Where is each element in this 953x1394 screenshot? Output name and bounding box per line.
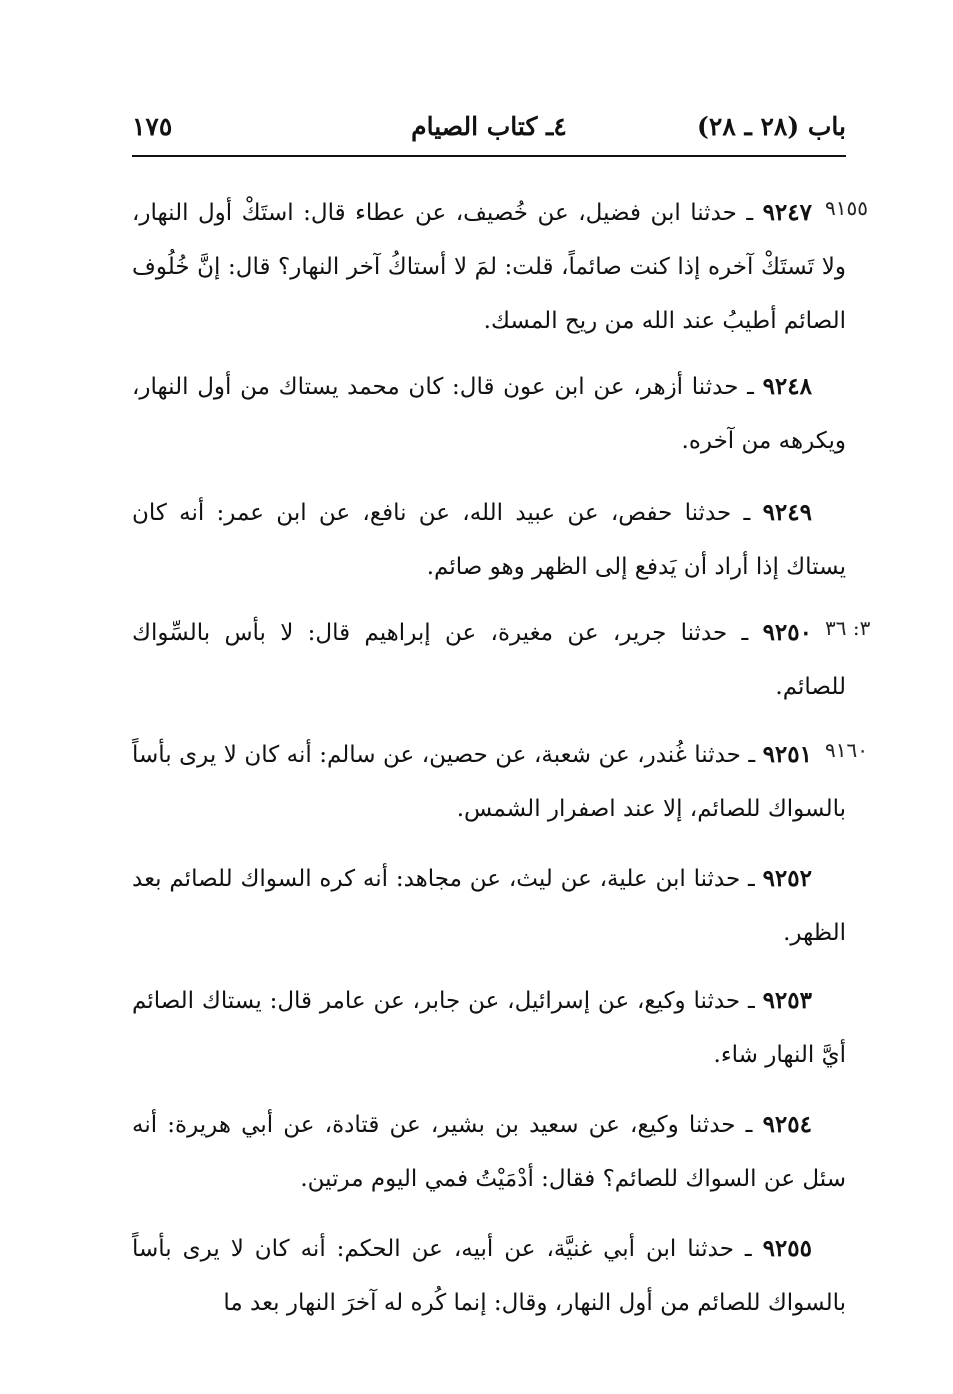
entry-paragraph <box>132 360 846 468</box>
entry-number: ٩٢٥٤ <box>762 1111 812 1138</box>
header-rule <box>132 155 846 157</box>
entry-text: ـ حدثنا ابن علية، عن ليث، عن مجاهد: أنه كره السواك للصائم بعد الظهر. <box>132 866 846 946</box>
entry-text: ـ حدثنا غُندر، عن شعبة، عن حصين، عن سالم: أنه كان لا يرى بأساً بالسواك للصائم، إلا عند اصفرار الشمس. <box>132 742 846 822</box>
entry-text: ـ حدثنا ابن أبي غنيَّة، عن أبيه، عن الحكم: أنه كان لا يرى بأساً بالسواك للصائم من أول النهار، وقال: إنما كُره له آخرَ النهار بعد ما <box>132 1236 846 1316</box>
entry-text: ـ حدثنا وكيع، عن إسرائيل، عن جابر، عن عامر قال: يستاك الصائم أيَّ النهار شاء. <box>132 988 846 1068</box>
hadith-entry <box>132 1222 846 1330</box>
page-header <box>132 104 846 148</box>
entry-paragraph <box>132 852 846 960</box>
entry-text: ـ حدثنا حفص، عن عبيد الله، عن نافع، عن ابن عمر: أنه كان يستاك إذا أراد أن يَدفع إلى الظهر وهو صائم. <box>132 500 846 580</box>
chapter-title: باب (٢٨ ـ ٢٨) <box>697 112 846 141</box>
entry-number: ٩٢٥٢ <box>762 865 812 892</box>
entry-number: ٩٢٤٨ <box>762 373 812 400</box>
entry-paragraph <box>132 186 846 348</box>
entry-paragraph <box>132 1098 846 1206</box>
entry-number: ٩٢٤٩ <box>762 499 812 526</box>
entry-paragraph <box>132 486 846 594</box>
margin-note: ٩١٥٥ <box>825 196 868 220</box>
entry-number: ٩٢٤٧ <box>762 199 812 226</box>
entry-paragraph <box>132 1222 846 1330</box>
margin-note: ٩١٦٠ <box>825 738 868 762</box>
hadith-entry <box>132 852 846 960</box>
entry-number: ٩٢٥٣ <box>762 987 812 1014</box>
entry-text: ـ حدثنا وكيع، عن سعيد بن بشير، عن قتادة، عن أبي هريرة: أنه سئل عن السواك للصائم؟ فقال: أدْمَيْتُ فمي اليوم مرتين. <box>132 1112 846 1192</box>
hadith-entry <box>132 1098 846 1206</box>
entry-paragraph <box>132 606 846 714</box>
hadith-entry <box>132 186 846 348</box>
book-title: ٤ـ كتاب الصيام <box>411 112 567 141</box>
hadith-entry <box>132 728 846 836</box>
entry-number: ٩٢٥٠ <box>762 619 812 646</box>
entry-paragraph <box>132 974 846 1082</box>
entry-text: ـ حدثنا ابن فضيل، عن خُصيف، عن عطاء قال: استَكْ أول النهار، ولا تَستَكْ آخره إذا كنت صائماً، قلت: لمَ لا أستاكُ آخر النهار؟ قال: إنَّ خُلُوف الصائم أطيبُ عند الله من ريح المسك. <box>132 200 846 334</box>
hadith-entry <box>132 486 846 594</box>
entry-paragraph <box>132 728 846 836</box>
entry-number: ٩٢٥١ <box>762 741 812 768</box>
margin-note: ٣: ٣٦ <box>825 616 871 640</box>
page-number: ١٧٥ <box>132 112 173 141</box>
hadith-entry <box>132 360 846 468</box>
hadith-entry <box>132 974 846 1082</box>
entry-number: ٩٢٥٥ <box>762 1235 812 1262</box>
entry-text: ـ حدثنا أزهر، عن ابن عون قال: كان محمد يستاك من أول النهار، ويكرهه من آخره. <box>132 374 846 454</box>
hadith-entry <box>132 606 846 714</box>
entry-text: ـ حدثنا جرير، عن مغيرة، عن إبراهيم قال: لا بأس بالسِّواك للصائم. <box>132 620 846 700</box>
